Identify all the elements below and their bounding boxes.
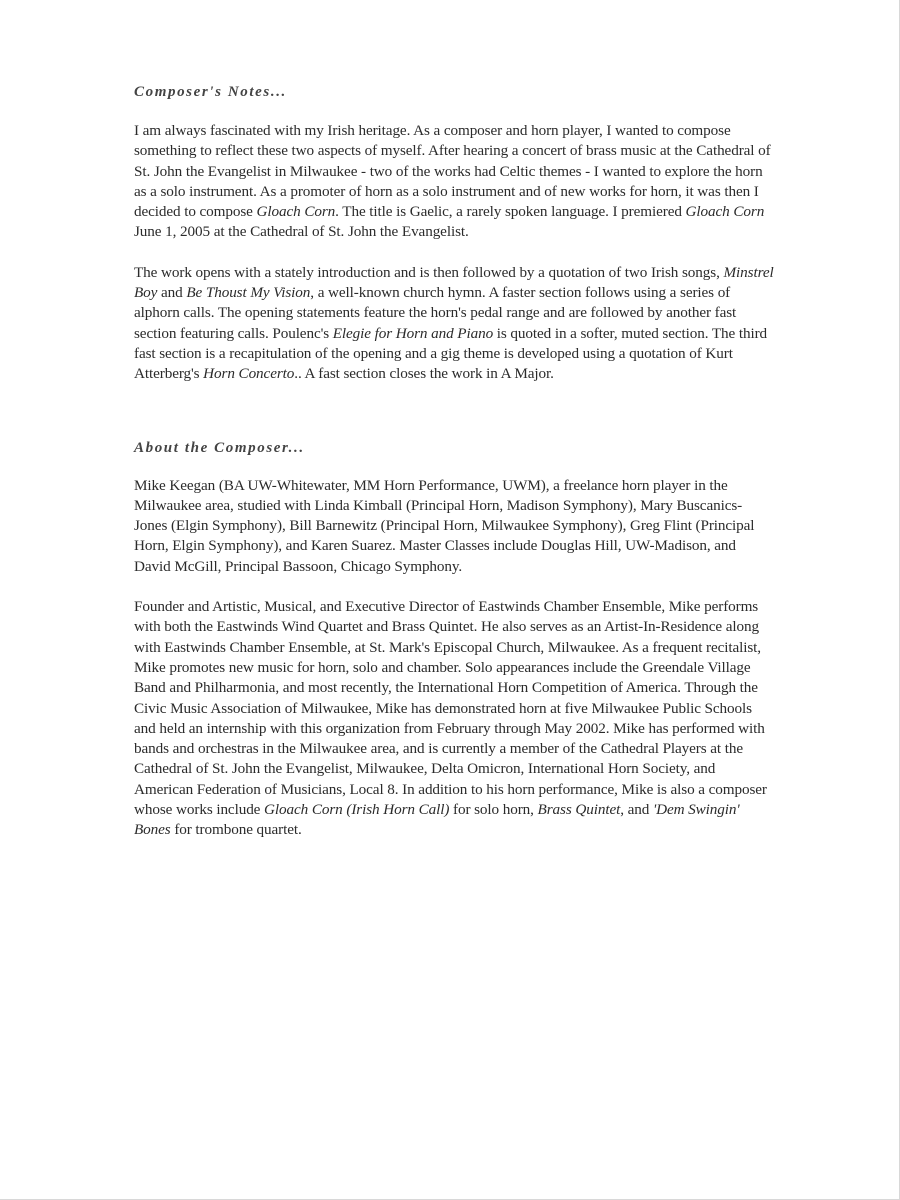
work-title-text: Minstrel Boy [134, 263, 774, 302]
paragraph-text: . The title is Gaelic, a rarely spoken language. I premiered [335, 203, 686, 221]
paragraph-text: .. A fast section closes the work in A Major. [294, 365, 554, 383]
work-title-text: Elegie for Horn and Piano [332, 324, 494, 342]
page-content [134, 82, 774, 841]
paragraph-text: , and [620, 801, 653, 819]
work-title-text: Horn Concerto [203, 365, 295, 383]
work-title-text: Brass Quintet [537, 801, 621, 819]
composers-notes-paragraph-1 [134, 121, 774, 243]
paragraph-text: The work opens with a stately introduction and is then followed by a quotation of two Irish songs, [134, 263, 724, 281]
paragraph-text: is quoted in a softer, muted section. The third fast section is a recapitulation of the opening and a gig theme is developed using a quotation of Kurt Atterberg's [134, 324, 768, 383]
paragraph-text: for trombone quartet. [170, 821, 302, 839]
composers-notes-paragraph-2 [134, 263, 774, 385]
about-composer-heading: About the Composer... [134, 439, 305, 456]
paragraph-text: I am always fascinated with my Irish heritage. As a composer and horn player, I wanted to compose something to reflect these two aspects of myself. After hearing a concert of brass music at the Cathedral of St. John the Evangelist in Milwaukee - two of the works had Celtic themes - I wanted to explore the horn as a solo instrument. As a promoter of horn as a solo instrument and of new works for horn, it was then I decided to compose [134, 122, 771, 221]
paragraph-text: , a well-known church hymn. A faster section follows using a series of alphorn calls. The opening statements feature the horn's pedal range and are followed by another fast section featuring calls. Poulenc's [134, 284, 737, 342]
work-title-text: Be Thoust My Vision [186, 284, 311, 302]
paragraph-text: Founder and Artistic, Musical, and Executive Director of Eastwinds Chamber Ensemble, Mike performs with both the Eastwinds Wind Quartet and Brass Quintet. He also serves as an Artist-In-Residence along with Eastwinds Chamber Ensemble, at St. Mark's Episcopal Church, Milwaukee. As a frequent recitalist, Mike promotes new music for horn, solo and chamber. Solo appearances include the Greendale Village Band and Philharmonia, and most recently, the International Horn Competition of America. Through the Civic Music Association of Milwaukee, Mike has demonstrated horn at five Milwaukee Public Schools and held an internship with this organization from February through May 2002. Mike has performed with bands and orchestras in the Milwaukee area, and is currently a member of the Cathedral Players at the Cathedral of St. John the Evangelist, Milwaukee, Delta Omicron, International Horn Society, and American Federation of Musicians, Local 8. In addition to his horn performance, Mike is also a composer whose works include [134, 598, 767, 819]
paragraph-text: June 1, 2005 at the Cathedral of St. John the Evangelist. [134, 223, 469, 241]
paragraph-text: Mike Keegan (BA UW-Whitewater, MM Horn Performance, UWM), a freelance horn player in the Milwaukee area, studied with Linda Kimball (Principal Horn, Madison Symphony), Mary Buscanics-Jones (Elgin Symphony), Bill Barnewitz (Principal Horn, Milwaukee Symphony), Greg Flint (Principal Horn, Elgin Symphony), and Karen Suarez. Master Classes include Douglas Hill, UW-Madison, and David McGill, Principal Bassoon, Chicago Symphony. [134, 476, 755, 575]
work-title-text: Gloach Corn [685, 203, 765, 221]
composers-notes-heading: Composer's Notes... [134, 84, 287, 100]
work-title-text: Gloach Corn (Irish Horn Call) [264, 801, 450, 819]
paragraph-text: for solo horn, [449, 801, 538, 819]
work-title-text: 'Dem Swingin' Bones [134, 801, 740, 839]
about-composer-paragraph-1 [134, 476, 774, 577]
paragraph-text: and [157, 284, 187, 302]
work-title-text: Gloach Corn [256, 203, 336, 221]
about-composer-paragraph-2 [134, 597, 774, 841]
